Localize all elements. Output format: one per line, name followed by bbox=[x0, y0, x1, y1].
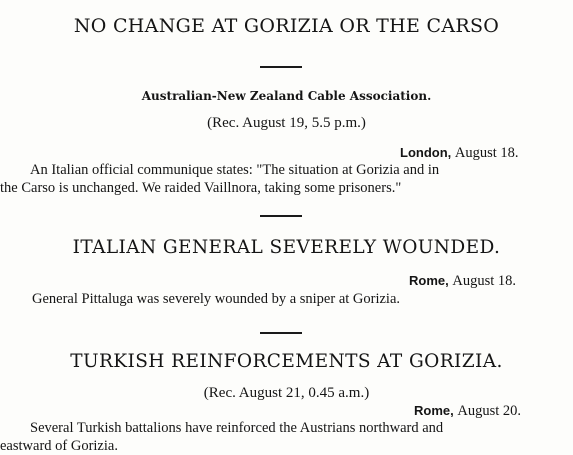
headline-italian-general: ITALIAN GENERAL SEVERELY WOUNDED. bbox=[72, 237, 501, 258]
dateline-date: August 18. bbox=[454, 145, 519, 161]
headline-no-change: NO CHANGE AT GORIZIA OR THE CARSO bbox=[73, 15, 500, 37]
body-line: General Pittaluga was severely wounded by a sniper at Gorizia. bbox=[32, 291, 401, 307]
dateline-place: Rome, bbox=[409, 273, 449, 288]
article-body bbox=[0, 161, 573, 197]
body-line: the Carso is unchanged. We raided Vaillnora, taking some prisoners." bbox=[0, 180, 402, 196]
headline-turkish-reinforcements: TURKISH REINFORCEMENTS AT GORIZIA. bbox=[70, 351, 503, 372]
article-body bbox=[0, 290, 573, 308]
dateline-date: August 20. bbox=[457, 403, 522, 419]
divider-rule bbox=[260, 332, 302, 334]
body-line: eastward of Gorizia. bbox=[0, 438, 118, 454]
dateline-place: London, bbox=[400, 145, 452, 160]
dateline bbox=[400, 145, 519, 162]
received-time: (Rec. August 21, 0.45 a.m.) bbox=[203, 385, 370, 401]
divider-rule bbox=[260, 66, 302, 68]
article-body bbox=[0, 419, 573, 455]
received-time: (Rec. August 19, 5.5 p.m.) bbox=[207, 115, 366, 131]
body-line: An Italian official communique states: "The situation at Gorizia and in bbox=[30, 162, 440, 178]
agency-credit: Australian-New Zealand Cable Association. bbox=[141, 89, 432, 103]
dateline-place: Rome, bbox=[414, 403, 454, 418]
dateline bbox=[409, 273, 516, 290]
divider-rule bbox=[260, 215, 302, 217]
dateline bbox=[414, 403, 521, 420]
dateline-date: August 18. bbox=[452, 273, 517, 289]
body-line: Several Turkish battalions have reinforced the Austrians northward and bbox=[30, 420, 444, 436]
